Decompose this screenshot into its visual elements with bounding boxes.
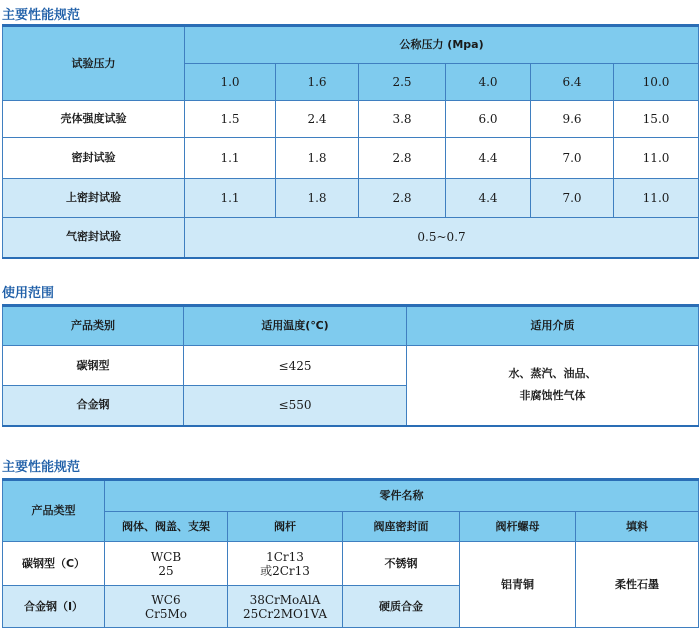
value-cell: 11.0 (614, 179, 699, 218)
value-cell: 1.8 (276, 179, 359, 218)
part-column-header: 阀座密封面 (343, 512, 460, 542)
value-cell: 7.0 (531, 138, 614, 179)
stem-nut-material-cell: 铝青铜 (460, 542, 576, 628)
pressure-header-cell: 2.5 (359, 64, 446, 101)
value-cell: 1.1 (185, 138, 276, 179)
temperature-cell: ≤425 (184, 346, 407, 386)
part-column-header: 阀杆螺母 (460, 512, 576, 542)
row-label: 气密封试验 (3, 218, 185, 258)
material-line: 1Cr13 (266, 549, 304, 564)
table-row (3, 218, 699, 258)
product-type-header: 产品类型 (3, 480, 105, 542)
row-label: 上密封试验 (3, 179, 185, 218)
medium-line: 水、蒸汽、油品、 (508, 367, 597, 381)
material-line: 或2Cr13 (260, 563, 310, 578)
value-cell: 7.0 (531, 179, 614, 218)
medium-line: 非腐蚀性气体 (519, 389, 586, 403)
value-cell: 4.4 (446, 179, 531, 218)
material-line: WCB (150, 549, 182, 564)
body-material-cell (105, 586, 228, 628)
value-cell: 15.0 (614, 101, 699, 138)
value-cell: 2.8 (359, 138, 446, 179)
pressure-header-cell: 6.4 (531, 64, 614, 101)
test-pressure-header: 试验压力 (3, 26, 185, 101)
pressure-header-cell: 10.0 (614, 64, 699, 101)
row-label: 密封试验 (3, 138, 185, 179)
pressure-header-cell: 1.0 (185, 64, 276, 101)
table-row (3, 179, 699, 218)
section-title-parts: 主要性能规范 (2, 460, 81, 475)
stem-material-cell (228, 542, 343, 586)
section-title-performance: 主要性能规范 (2, 8, 81, 23)
medium-header: 适用介质 (407, 306, 699, 346)
value-cell: 9.6 (531, 101, 614, 138)
gas-test-value: 0.5~0.7 (185, 218, 699, 258)
value-cell: 6.0 (446, 101, 531, 138)
value-cell: 1.8 (276, 138, 359, 179)
medium-cell (407, 346, 699, 426)
parts-name-header: 零件名称 (105, 480, 699, 512)
body-material-cell (105, 542, 228, 586)
usage-range-table (2, 304, 699, 427)
parts-material-table (2, 478, 699, 628)
category-cell: 碳钢型 (3, 346, 184, 386)
pressure-header-cell: 1.6 (276, 64, 359, 101)
value-cell: 1.5 (185, 101, 276, 138)
product-type-cell: 合金钢（I） (3, 586, 105, 628)
material-line: 25 (158, 563, 174, 578)
category-cell: 合金钢 (3, 386, 184, 426)
value-cell: 2.4 (276, 101, 359, 138)
stem-material-cell (228, 586, 343, 628)
value-cell: 11.0 (614, 138, 699, 179)
table-row (3, 138, 699, 179)
seat-material-cell: 不锈钢 (343, 542, 460, 586)
table-row (3, 542, 699, 586)
row-label: 壳体强度试验 (3, 101, 185, 138)
table-row (3, 346, 699, 386)
value-cell: 1.1 (185, 179, 276, 218)
pressure-test-table (2, 24, 699, 259)
part-column-header: 阀体、阀盖、支架 (105, 512, 228, 542)
temperature-header: 适用温度(℃) (184, 306, 407, 346)
temperature-cell: ≤550 (184, 386, 407, 426)
material-line: 38CrMoAlA (249, 592, 321, 607)
category-header: 产品类别 (3, 306, 184, 346)
material-line: WC6 (151, 592, 181, 607)
part-column-header: 阀杆 (228, 512, 343, 542)
pressure-header-cell: 4.0 (446, 64, 531, 101)
part-column-header: 填料 (576, 512, 699, 542)
product-type-cell: 碳钢型（C） (3, 542, 105, 586)
seat-material-cell: 硬质合金 (343, 586, 460, 628)
table-row (3, 101, 699, 138)
value-cell: 4.4 (446, 138, 531, 179)
nominal-pressure-header: 公称压力 (Mpa) (185, 26, 699, 64)
material-line: 25Cr2MO1VA (242, 606, 328, 621)
section-title-usage-range: 使用范围 (2, 286, 55, 301)
material-line: Cr5Mo (144, 606, 188, 621)
value-cell: 2.8 (359, 179, 446, 218)
value-cell: 3.8 (359, 101, 446, 138)
packing-material-cell: 柔性石墨 (576, 542, 699, 628)
